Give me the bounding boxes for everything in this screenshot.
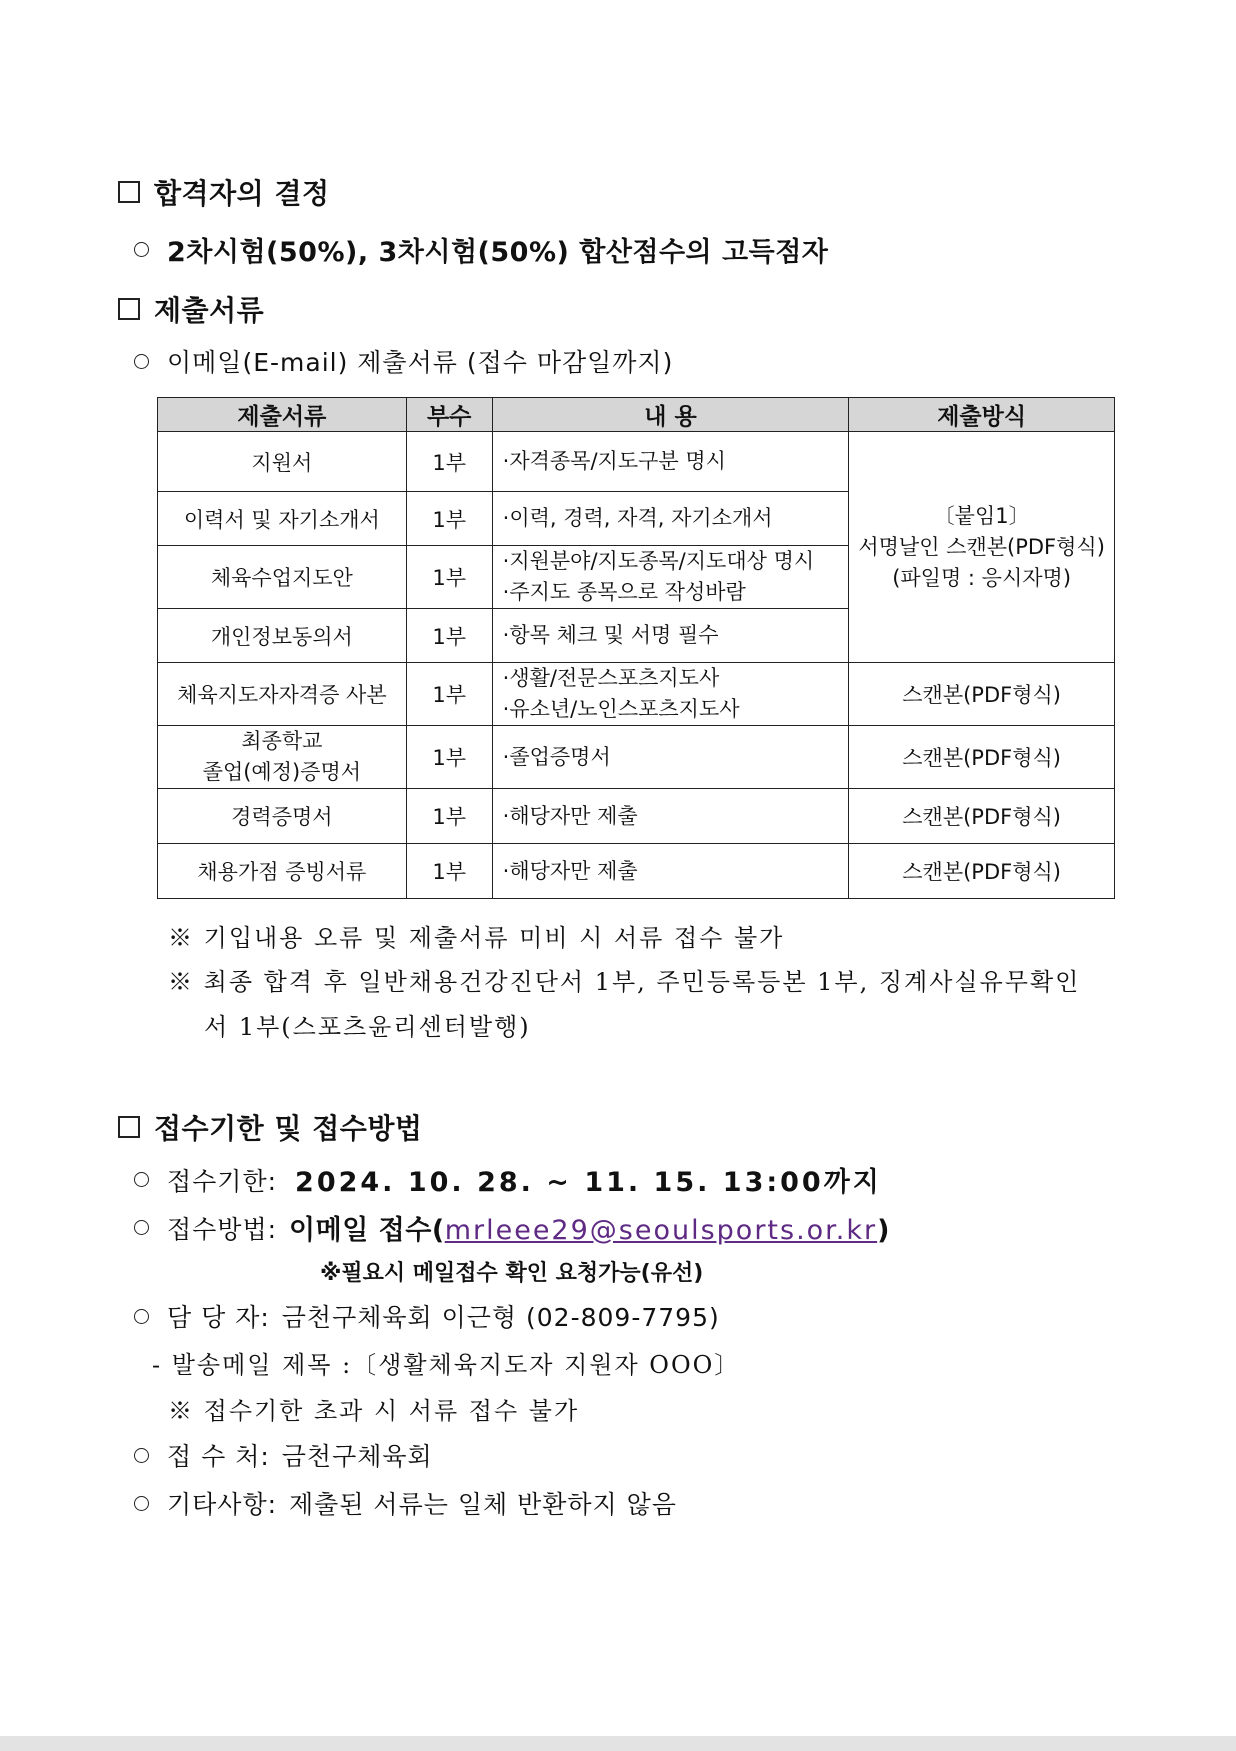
table-header-row xyxy=(158,398,1115,432)
table-row xyxy=(158,663,1115,726)
content-line: ·유소년/노인스포츠지도사 xyxy=(502,697,740,721)
cell-content: ·자격종목/지도구분 명시 xyxy=(492,432,849,492)
cell-count: 1부 xyxy=(406,844,492,899)
method-label: 접수방법: xyxy=(167,1214,278,1244)
contact-item xyxy=(134,1298,720,1334)
cell-method: 스캔본(PDF형식) xyxy=(849,789,1115,844)
cell-count: 1부 xyxy=(406,663,492,726)
circle-bullet-icon xyxy=(134,1220,149,1235)
place-value: 금천구체육회 xyxy=(281,1442,433,1471)
cell-count: 1부 xyxy=(406,789,492,844)
deadline-value: 2024. 10. 28. ~ 11. 15. 13:00까지 xyxy=(295,1167,882,1198)
section-title: 합격자의 결정 xyxy=(154,177,330,210)
table-row xyxy=(158,789,1115,844)
note-line: ※ 최종 합격 후 일반채용건강진단서 1부, 주민등록등본 1부, 징계사실유무확인 xyxy=(168,968,1081,996)
section-heading-documents xyxy=(118,289,264,329)
circle-bullet-icon xyxy=(134,1309,149,1324)
header-method: 제출방식 xyxy=(849,398,1115,432)
email-link[interactable]: mrleee29@seoulsports.or.kr xyxy=(444,1215,878,1246)
checkbox-square-icon xyxy=(118,1116,140,1138)
method-line: (파일명 : 응시자명) xyxy=(892,565,1072,590)
header-count: 부수 xyxy=(406,398,492,432)
page-bottom-edge xyxy=(0,1736,1236,1751)
place-label: 접 수 처: xyxy=(167,1442,270,1471)
header-content: 내 용 xyxy=(492,398,849,432)
cell-content xyxy=(492,663,849,726)
method-item xyxy=(134,1208,890,1247)
decision-text: 2차시험(50%), 3차시험(50%) 합산점수의 고득점자 xyxy=(167,237,829,268)
content-line: ·지원분야/지도종목/지도대상 명시 xyxy=(502,549,815,573)
method-line: 〔붙임1〕 xyxy=(933,503,1030,528)
header-doc: 제출서류 xyxy=(158,398,407,432)
cell-doc xyxy=(158,726,407,789)
section-title: 제출서류 xyxy=(154,294,265,327)
cell-content: ·이력, 경력, 자격, 자기소개서 xyxy=(492,492,849,546)
cell-doc: 채용가점 증빙서류 xyxy=(158,844,407,899)
deadline-item xyxy=(134,1160,882,1199)
content-line: ·주지도 종목으로 작성바람 xyxy=(502,580,746,604)
cell-doc: 개인정보동의서 xyxy=(158,609,407,663)
etc-item xyxy=(134,1485,677,1521)
section-heading-reception xyxy=(118,1107,422,1147)
deadline-label: 접수기한: xyxy=(167,1166,278,1196)
note-line: ※ 기입내용 오류 및 제출서류 미비 시 서류 접수 불가 xyxy=(168,924,785,952)
cell-content: ·항목 체크 및 서명 필수 xyxy=(492,609,849,663)
table-row xyxy=(158,432,1115,492)
table-row xyxy=(158,844,1115,899)
cell-method: 스캔본(PDF형식) xyxy=(849,726,1115,789)
content-line: ·생활/전문스포츠지도사 xyxy=(502,666,720,690)
section-title: 접수기한 및 접수방법 xyxy=(154,1112,423,1145)
cell-count: 1부 xyxy=(406,609,492,663)
cell-doc: 체육지도자자격증 사본 xyxy=(158,663,407,726)
cell-method-merged xyxy=(849,432,1115,663)
mail-subject-line: - 발송메일 제목 :〔생활체육지도자 지원자 OOO〕 xyxy=(152,1351,741,1379)
method-line: 서명날인 스캔본(PDF형식) xyxy=(858,534,1105,559)
confirm-note: ※필요시 메일접수 확인 요청가능(유선) xyxy=(320,1261,704,1286)
place-item xyxy=(134,1437,433,1473)
cell-content xyxy=(492,546,849,609)
checkbox-square-icon xyxy=(118,298,140,320)
circle-bullet-icon xyxy=(134,1172,149,1187)
cell-doc: 이력서 및 자기소개서 xyxy=(158,492,407,546)
decision-item xyxy=(134,230,828,269)
checkbox-square-icon xyxy=(118,181,140,203)
cell-count: 1부 xyxy=(406,726,492,789)
documents-item xyxy=(134,343,673,379)
cell-count: 1부 xyxy=(406,492,492,546)
etc-value: 제출된 서류는 일체 반환하지 않음 xyxy=(289,1490,677,1519)
note-line: 서 1부(스포츠윤리센터발행) xyxy=(204,1013,531,1041)
table-row xyxy=(158,726,1115,789)
cell-doc: 경력증명서 xyxy=(158,789,407,844)
doc-line: 최종학교 xyxy=(241,729,323,753)
cell-content: ·졸업증명서 xyxy=(492,726,849,789)
documents-text: 이메일(E-mail) 제출서류 (접수 마감일까지) xyxy=(167,348,674,377)
late-note: ※ 접수기한 초과 시 서류 접수 불가 xyxy=(168,1397,580,1425)
contact-label: 담 당 자: xyxy=(167,1303,270,1332)
cell-method: 스캔본(PDF형식) xyxy=(849,844,1115,899)
method-close: ) xyxy=(877,1215,890,1246)
circle-bullet-icon xyxy=(134,1448,149,1463)
circle-bullet-icon xyxy=(134,1496,149,1511)
circle-bullet-icon xyxy=(134,242,149,257)
contact-value: 금천구체육회 이근형 (02-809-7795) xyxy=(281,1303,720,1332)
cell-count: 1부 xyxy=(406,432,492,492)
doc-line: 졸업(예정)증명서 xyxy=(202,760,362,784)
method-value: 이메일 접수( xyxy=(289,1215,445,1246)
cell-doc: 지원서 xyxy=(158,432,407,492)
section-heading-decision xyxy=(118,172,330,212)
cell-doc: 체육수업지도안 xyxy=(158,546,407,609)
cell-content: ·해당자만 제출 xyxy=(492,844,849,899)
cell-count: 1부 xyxy=(406,546,492,609)
circle-bullet-icon xyxy=(134,354,149,369)
cell-method: 스캔본(PDF형식) xyxy=(849,663,1115,726)
cell-content: ·해당자만 제출 xyxy=(492,789,849,844)
etc-label: 기타사항: xyxy=(167,1490,278,1519)
documents-table xyxy=(157,397,1115,899)
